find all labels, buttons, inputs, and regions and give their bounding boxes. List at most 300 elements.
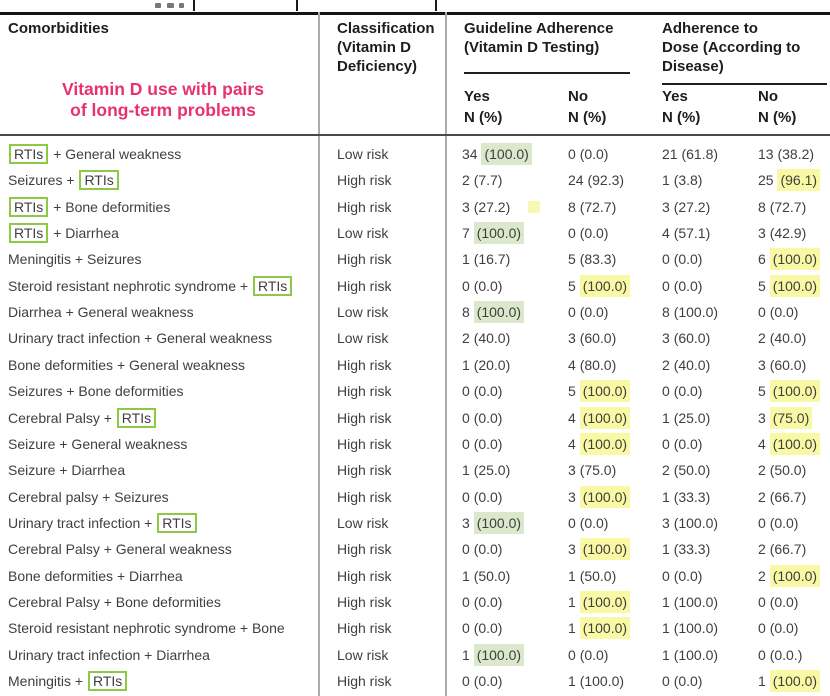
classification-cell: High risk (337, 488, 392, 505)
count-value: 1 (662, 593, 674, 610)
comorbidity-text: + Bone deformities (49, 198, 171, 215)
percent-value: (100.0) (580, 538, 630, 560)
count-value: 3 (568, 541, 580, 558)
dose-yes-cell (662, 484, 710, 510)
count-value: 0 (568, 146, 580, 162)
guideline-no-cell (568, 141, 608, 167)
count-value: 0 (462, 409, 474, 426)
table-row (0, 325, 830, 351)
dose-no-cell (758, 431, 820, 457)
count-value: 3 (568, 462, 580, 479)
comorbidity-cell (8, 431, 316, 457)
percent-value: (100.0) (580, 617, 630, 639)
rtis-highlight-box: RTIs (117, 408, 156, 428)
dose-yes-cell (662, 536, 710, 562)
percent-value: (100.0) (474, 512, 524, 534)
rtis-highlight-box: RTIs (9, 144, 48, 164)
dose-no-cell (758, 510, 798, 536)
table-row (0, 642, 830, 668)
table-row (0, 299, 830, 325)
percent-value: (92.3) (587, 172, 625, 189)
guideline-yes-cell (462, 141, 532, 167)
column-header-comorbidities: Comorbidities (8, 20, 109, 37)
dose-no-cell (758, 563, 820, 589)
guideline-yes-cell (462, 325, 510, 351)
percent-value: (60.0) (769, 356, 807, 373)
count-value: 0 (758, 646, 770, 663)
comorbidity-text: Urinary tract infection + Diarrhea (8, 646, 210, 663)
count-value: 21 (662, 146, 682, 162)
count-value: 24 (568, 172, 588, 189)
count-value: 3 (568, 488, 580, 505)
guideline-no-cell (568, 457, 616, 483)
dose-no-cell (758, 246, 820, 272)
count-value: 8 (568, 198, 580, 215)
count-value: 3 (662, 330, 674, 347)
comorbidity-text: Diarrhea + General weakness (8, 304, 194, 321)
dose-yes-cell (662, 510, 718, 536)
annotation-line: of long-term problems (70, 100, 256, 120)
percent-value: (0.0) (473, 383, 503, 400)
classification-cell: High risk (337, 567, 392, 584)
count-value: 13 (758, 146, 778, 162)
guideline-yes-cell (462, 352, 510, 378)
percent-value: (100.0) (770, 565, 820, 587)
percent-value: (33.3) (673, 488, 711, 505)
dose-no-cell (758, 220, 806, 246)
count-value: 5 (568, 277, 580, 294)
dose-no-cell (758, 167, 820, 193)
dose-no-cell (758, 615, 798, 641)
classification-cell: Low risk (337, 146, 389, 162)
comorbidity-cell (8, 563, 316, 589)
guideline-yes-cell (462, 642, 524, 668)
guideline-no-cell (568, 167, 624, 193)
count-value: 3 (568, 330, 580, 347)
count-value: 0 (568, 514, 580, 531)
count-value: 1 (662, 172, 674, 189)
comorbidity-cell (8, 246, 316, 272)
guideline-no-cell (568, 273, 630, 299)
percent-value: (0.0) (673, 435, 703, 452)
guideline-yes-cell (462, 589, 502, 615)
comorbidity-text: Meningitis + (8, 673, 87, 689)
count-value: 2 (758, 488, 770, 505)
guideline-yes-cell (462, 405, 502, 431)
count-value: 1 (662, 488, 674, 505)
comorbidity-text: Bone deformities + General weakness (8, 356, 245, 373)
comorbidity-text: Steroid resistant nephrotic syndrome + Bone (8, 620, 285, 637)
table-row (0, 457, 830, 483)
annotation-line: Vitamin D use with pairs (62, 79, 264, 99)
percent-value: (0.0) (473, 541, 503, 558)
guideline-no-cell (568, 194, 616, 220)
table-row (0, 220, 830, 246)
classification-cell: High risk (337, 277, 392, 294)
count-value: 0 (462, 541, 474, 558)
comorbidity-cell (8, 325, 316, 351)
column-header-classification: Classification (Vitamin D Deficiency) (337, 20, 435, 75)
table-row (0, 484, 830, 510)
percent-value: (100.0) (474, 222, 524, 244)
percent-value: (0.0) (473, 593, 503, 610)
percent-value: (0.0) (769, 304, 799, 321)
guideline-yes-cell (462, 457, 510, 483)
count-value: 4 (568, 409, 580, 426)
count-value: 2 (462, 330, 474, 347)
count-value: 1 (568, 593, 580, 610)
count-value: 1 (662, 620, 674, 637)
subheader-guideline-no: No N (%) (568, 88, 607, 126)
percent-value: (40.0) (769, 330, 807, 347)
percent-value: (0.0) (473, 620, 503, 637)
count-value: 1 (462, 567, 474, 584)
guideline-yes-cell (462, 510, 524, 536)
count-value: 3 (462, 198, 474, 215)
guideline-no-cell (568, 325, 616, 351)
count-value: 4 (568, 435, 580, 452)
comorbidity-text: Seizures + (8, 172, 79, 189)
classification-cell: High risk (337, 356, 392, 373)
classification-cell: Low risk (337, 514, 389, 531)
percent-value: (100.0) (770, 670, 820, 692)
table-row (0, 352, 830, 378)
dose-yes-cell (662, 457, 710, 483)
guideline-yes-cell (462, 431, 502, 457)
count-value: 2 (758, 330, 770, 347)
guideline-no-cell (568, 642, 608, 668)
comorbidity-text: Bone deformities + Diarrhea (8, 567, 183, 584)
dose-yes-cell (662, 299, 718, 325)
count-value: 5 (758, 383, 770, 400)
percent-value: (0.0) (769, 514, 799, 531)
column-header-adherence-to-dose: Adherence to Dose (According to Disease) (662, 20, 801, 75)
subheader-dose-no: No N (%) (758, 88, 797, 126)
percent-value: (0.0) (769, 620, 799, 637)
dose-yes-cell (662, 220, 710, 246)
guideline-no-cell (568, 510, 608, 536)
percent-value: (75.0) (770, 407, 813, 429)
count-value: 5 (568, 251, 580, 268)
classification-cell: High risk (337, 409, 392, 426)
comorbidity-cell (8, 484, 316, 510)
comorbidity-text: Meningitis + Seizures (8, 251, 142, 268)
dose-yes-cell (662, 273, 702, 299)
guideline-no-cell (568, 668, 624, 694)
comorbidity-cell (8, 141, 316, 167)
percent-value: (40.0) (473, 330, 511, 347)
percent-value: (100.0) (770, 380, 820, 402)
count-value: 1 (462, 462, 474, 479)
percent-value: (16.7) (473, 251, 511, 268)
dose-no-cell (758, 299, 798, 325)
dose-no-cell (758, 325, 806, 351)
comorbidity-text: Cerebral Palsy + (8, 409, 116, 426)
percent-value: (75.0) (579, 462, 617, 479)
table-row (0, 563, 830, 589)
percent-value: (33.3) (673, 541, 711, 558)
table-row (0, 194, 830, 220)
count-value: 2 (758, 462, 770, 479)
rtis-highlight-box: RTIs (79, 170, 118, 190)
count-value: 8 (462, 304, 474, 321)
guideline-yes-cell (462, 484, 502, 510)
dose-no-cell (758, 589, 798, 615)
count-value: 2 (662, 356, 674, 373)
percent-value: (38.2) (777, 146, 815, 162)
table-row (0, 141, 830, 167)
percent-value: (61.8) (681, 146, 719, 162)
count-value: 0 (662, 383, 674, 400)
table-row (0, 615, 830, 641)
count-value: 8 (758, 198, 770, 215)
count-value: 0 (462, 277, 474, 294)
dose-yes-cell (662, 431, 702, 457)
dose-yes-cell (662, 615, 718, 641)
percent-value: (72.7) (579, 198, 617, 215)
percent-value: (96.1) (777, 169, 820, 191)
percent-value: (27.2) (673, 198, 711, 215)
percent-value: (7.7) (473, 172, 503, 189)
count-value: 3 (462, 514, 474, 531)
percent-value: (0.0) (579, 646, 609, 663)
count-value: 4 (568, 356, 580, 373)
dose-yes-cell (662, 668, 702, 694)
percent-value: (0.0.) (769, 646, 803, 663)
percent-value: (60.0) (579, 330, 617, 347)
percent-value: (80.0) (579, 356, 617, 373)
subheader-guideline-yes: Yes N (%) (464, 88, 503, 126)
dose-no-cell (758, 378, 820, 404)
percent-value: (0.0) (769, 593, 799, 610)
guideline-no-cell (568, 352, 616, 378)
guideline-yes-cell (462, 563, 510, 589)
count-value: 0 (568, 646, 580, 663)
count-value: 4 (758, 435, 770, 452)
count-value: 0 (662, 673, 674, 689)
classification-cell: Low risk (337, 304, 389, 321)
percent-value: (100.0) (580, 380, 630, 402)
comorbidity-cell (8, 273, 316, 299)
classification-cell: Low risk (337, 646, 389, 663)
percent-value: (60.0) (673, 330, 711, 347)
rtis-highlight-box: RTIs (9, 223, 48, 243)
count-value: 3 (662, 514, 674, 531)
dose-yes-cell (662, 246, 702, 272)
dose-no-cell (758, 273, 820, 299)
count-value: 1 (758, 673, 770, 689)
guideline-no-cell (568, 378, 630, 404)
percent-value: (27.2) (473, 198, 511, 215)
guideline-no-cell (568, 405, 630, 431)
count-value: 2 (662, 462, 674, 479)
dose-yes-cell (662, 167, 702, 193)
dose-yes-cell (662, 352, 710, 378)
count-value: 5 (568, 383, 580, 400)
dose-no-cell (758, 141, 814, 167)
percent-value: (66.7) (769, 541, 807, 558)
percent-value: (0.0) (673, 673, 703, 689)
table-row (0, 668, 830, 694)
comorbidity-cell (8, 167, 316, 193)
comorbidity-text: Seizures + Bone deformities (8, 383, 184, 400)
count-value: 6 (758, 251, 770, 268)
percent-value: (100.0) (673, 646, 719, 663)
dose-yes-cell (662, 405, 710, 431)
dose-no-cell (758, 194, 806, 220)
count-value: 0 (662, 277, 674, 294)
comorbidity-text: + Diarrhea (49, 225, 119, 242)
guideline-yes-cell (462, 246, 510, 272)
yellow-dot-mark (528, 201, 540, 213)
percent-value: (0.0) (473, 435, 503, 452)
dose-no-cell (758, 484, 806, 510)
comorbidity-text: Cerebral Palsy + Bone deformities (8, 593, 221, 610)
count-value: 1 (662, 541, 674, 558)
count-value: 1 (568, 620, 580, 637)
comorbidity-text: + General weakness (49, 146, 182, 162)
percent-value: (100.0) (580, 486, 630, 508)
percent-value: (100.0) (673, 304, 719, 321)
classification-cell: High risk (337, 673, 392, 689)
guideline-no-cell (568, 220, 608, 246)
count-value: 0 (568, 225, 580, 242)
count-value: 0 (758, 304, 770, 321)
count-value: 1 (662, 646, 674, 663)
count-value: 0 (462, 488, 474, 505)
table-row (0, 246, 830, 272)
comorbidity-cell (8, 615, 316, 641)
count-value: 1 (568, 567, 580, 584)
percent-value: (25.0) (673, 409, 711, 426)
count-value: 0 (758, 514, 770, 531)
rtis-highlight-box: RTIs (88, 671, 127, 691)
subheader-dose-yes: Yes N (%) (662, 88, 701, 126)
classification-cell: High risk (337, 593, 392, 610)
percent-value: (0.0) (579, 225, 609, 242)
table-row (0, 431, 830, 457)
percent-value: (0.0) (473, 409, 503, 426)
guideline-no-cell (568, 299, 608, 325)
count-value: 1 (568, 673, 580, 689)
count-value: 5 (758, 277, 770, 294)
guideline-yes-cell (462, 536, 502, 562)
count-value: 3 (758, 356, 770, 373)
count-value: 3 (758, 409, 770, 426)
count-value: 0 (758, 620, 770, 637)
percent-value: (0.0) (579, 304, 609, 321)
guideline-no-cell (568, 563, 616, 589)
guideline-yes-cell (462, 167, 502, 193)
comorbidity-cell (8, 510, 316, 536)
table-row (0, 167, 830, 193)
percent-value: (100.0) (673, 620, 719, 637)
comorbidity-text: Cerebral palsy + Seizures (8, 488, 169, 505)
percent-value: (0.0) (473, 673, 503, 689)
comorbidity-cell (8, 220, 316, 246)
classification-cell: High risk (337, 172, 392, 189)
rtis-highlight-box: RTIs (9, 197, 48, 217)
dose-no-cell (758, 536, 806, 562)
count-value: 0 (662, 435, 674, 452)
percent-value: (50.0) (673, 462, 711, 479)
dose-yes-cell (662, 378, 702, 404)
count-value: 0 (568, 304, 580, 321)
dose-no-cell (758, 405, 812, 431)
dose-yes-cell (662, 194, 710, 220)
percent-value: (72.7) (769, 198, 807, 215)
count-value: 0 (462, 620, 474, 637)
rtis-highlight-box: RTIs (253, 276, 292, 296)
percent-value: (0.0) (673, 251, 703, 268)
comorbidity-text: Urinary tract infection + (8, 514, 157, 531)
percent-value: (0.0) (673, 567, 703, 584)
percent-value: (100.0) (673, 514, 719, 531)
count-value: 3 (758, 225, 770, 242)
percent-value: (25.0) (473, 462, 511, 479)
guideline-yes-cell (462, 299, 524, 325)
classification-cell: High risk (337, 198, 392, 215)
percent-value: (50.0) (579, 567, 617, 584)
dose-no-cell (758, 642, 802, 668)
classification-cell: Low risk (337, 225, 389, 242)
dose-yes-cell (662, 141, 718, 167)
classification-cell: High risk (337, 251, 392, 268)
dose-yes-cell (662, 589, 718, 615)
guideline-no-cell (568, 536, 630, 562)
dose-yes-cell (662, 642, 718, 668)
percent-value: (0.0) (673, 383, 703, 400)
comorbidity-cell (8, 668, 316, 694)
count-value: 25 (758, 172, 778, 189)
percent-value: (100.0) (770, 248, 820, 270)
percent-value: (3.8) (673, 172, 703, 189)
count-value: 0 (462, 673, 474, 689)
percent-value: (42.9) (769, 225, 807, 242)
percent-value: (100.0) (580, 407, 630, 429)
count-value: 8 (662, 304, 674, 321)
count-value: 1 (462, 251, 474, 268)
count-value: 7 (462, 225, 474, 242)
percent-value: (50.0) (769, 462, 807, 479)
dose-no-cell (758, 668, 820, 694)
comorbidity-cell (8, 194, 316, 220)
count-value: 1 (662, 409, 674, 426)
count-value: 0 (462, 593, 474, 610)
classification-cell: High risk (337, 383, 392, 400)
column-header-guideline-adherence: Guideline Adherence (Vitamin D Testing) (464, 20, 614, 56)
guideline-yes-cell (462, 220, 524, 246)
comorbidity-cell (8, 352, 316, 378)
percent-value: (100.0) (770, 433, 820, 455)
percent-value: (100.0) (579, 673, 625, 689)
count-value: 2 (758, 567, 770, 584)
percent-value: (50.0) (473, 567, 511, 584)
classification-cell: High risk (337, 435, 392, 452)
count-value: 0 (662, 567, 674, 584)
table-row (0, 510, 830, 536)
count-value: 34 (462, 146, 482, 162)
guideline-no-cell (568, 484, 630, 510)
comorbidity-cell (8, 457, 316, 483)
count-value: 4 (662, 225, 674, 242)
count-value: 3 (662, 198, 674, 215)
count-value: 0 (462, 435, 474, 452)
percent-value: (100.0) (580, 433, 630, 455)
table-row (0, 378, 830, 404)
table-row (0, 273, 830, 299)
count-value: 0 (662, 251, 674, 268)
